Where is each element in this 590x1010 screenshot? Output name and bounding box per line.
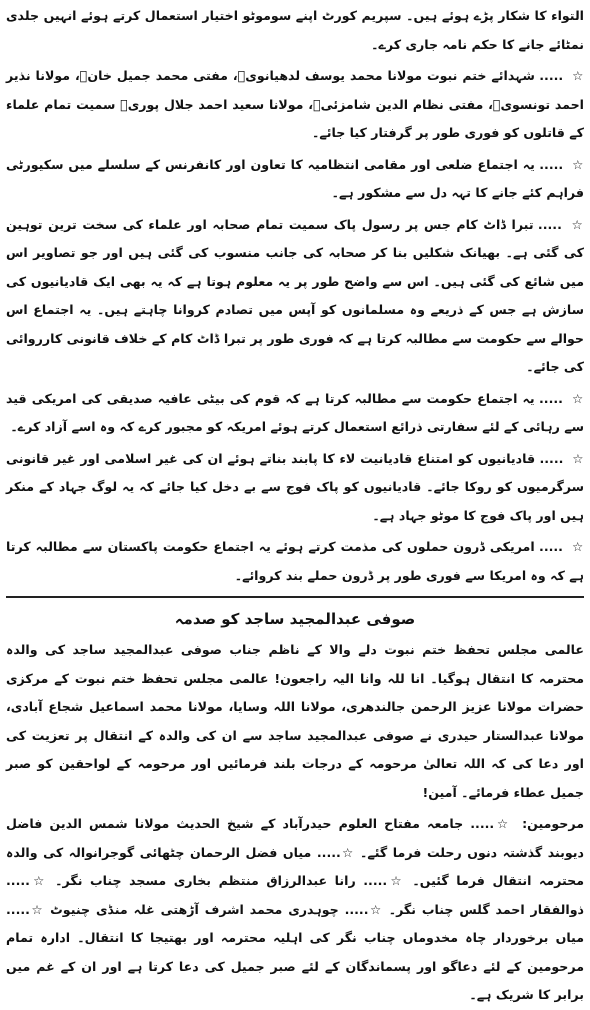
star-icon: ☆ (572, 68, 584, 83)
section-divider (6, 596, 584, 598)
resolution-item (6, 385, 584, 442)
resolution-item (6, 62, 584, 148)
obituaries-label: مرحومین: (522, 816, 584, 831)
resolution-text: ..... تبرا ڈاٹ کام جس پر رسول پاک سمیت تمام صحابہ اور علماء کی سخت ترین توہین کی گئی ہے۔ بھیانک شکلیں بنا کر صحابہ کی جانب منسوب کی گئی ہیں اور جو تصاویر اس میں شائع کی گئی ہیں۔ اس سے واضح طور پر یہ معلوم ہوتا ہے کہ یہ بھی ایک قادیانیوں کی سازش ہے جس کے ذریعے وہ مسلمانوں کو آپس میں تصادم کروانا چاہتے ہیں۔ یہ اجتماع اس حوالے سے حکومت سے مطالبہ کرتا ہے کہ فوری طور پر تبرا ڈاٹ کام کے خلاف قانونی کارروائی کی جائے۔ (6, 216, 584, 374)
star-icon: ☆ (571, 216, 585, 232)
paragraph-text: التواء کا شکار پڑے ہوئے ہیں۔ سپریم کورٹ اپنے سوموٹو اختیار استعمال کرتے ہوئے انہیں جلدی نمٹائے جانے کا حکم نامہ جاری کرے۔ (6, 8, 584, 52)
resolution-item (6, 211, 584, 382)
star-icon: ☆ (572, 390, 584, 406)
section-heading: صوفی عبدالمجید ساجد کو صدمہ (174, 610, 416, 628)
resolution-text: ..... یہ اجتماع ضلعی اور مقامی انتظامیہ کا تعاون اور کانفرنس کے سلسلے میں سکیورٹی فراہم کئے جانے کا تہہ دل سے مشکور ہے۔ (6, 156, 584, 200)
resolution-text: ..... امریکی ڈرون حملوں کی مذمت کرتے ہوئے یہ اجتماع حکومت پاکستان سے مطالبہ کرتا ہے کہ وہ امریکا سے فوری طور پر ڈرون حملے بند کروائے۔ (6, 539, 584, 583)
star-icon: ☆ (572, 539, 584, 554)
resolution-text: ..... شہدائے ختم نبوت مولانا محمد یوسف لدھیانویؒ، مفتی محمد جمیل خانؒ، مولانا نذیر احمد تونسویؒ، مفتی نظام الدین شامزئیؒ، مولانا سعید احمد جلال پوریؒ سمیت تمام علماء کے قاتلوں کو فوری طور پر گرفتار کیا جائے۔ (6, 68, 584, 140)
resolution-text: ..... قادیانیوں کو امتناع قادیانیت لاء کا پابند بناتے ہوئے ان کی غیر اسلامی اور غیر قانونی سرگرمیوں کو روکا جائے۔ قادیانیوں کو پاک فوج سے بے دخل کیا جائے کہ یہ لوگ جہاد کے منکر ہیں اور پاک فوج کا موٹو جہاد ہے۔ (6, 450, 584, 523)
condolence-paragraph (6, 636, 584, 807)
star-icon: ☆ (572, 156, 584, 172)
paragraph-intro (6, 2, 584, 59)
condolence-text: عالمی مجلس تحفظ ختم نبوت دلے والا کے ناظم جناب صوفی عبدالمجید ساجد کی والدہ محترمہ کا انتقال ہوگیا۔ انا للہ وانا الیہ راجعون! عالمی مجلس تحفظ ختم نبوت کے مرکزی حضرات مولانا عزیز الرحمن جالندھری، مولانا اللہ وسایا، مولانا محمد اسماعیل شجاع آبادی، مولانا عبدالستار حیدری نے صوفی عبدالمجید ساجد سے ان کی والدہ کے انتقال پر تعزیت کی اور دعا کی کہ اللہ تعالیٰ مرحومہ کے درجات بلند فرمائیں اور مرحومہ کے لواحقین کو صبر جمیل عطاء فرمائے۔ آمین! (6, 642, 584, 800)
obituaries-paragraph (6, 810, 584, 1010)
obituaries-text: ☆..... جامعہ مفتاح العلوم حیدرآباد کے شیخ الحدیث مولانا شمس الدین فاضل دیوبند گذشتہ دنوں رحلت فرما گئے۔ ☆..... میاں فضل الرحمان چٹھائی گوجرانوالہ کی والدہ محترمہ انتقال فرما گئیں۔ ☆..... رانا عبدالرزاق منتظم بخاری مسجد چناب نگر۔ ☆..... ذوالفقار احمد گلس چناب نگر۔ ☆..... چوہدری محمد اشرف آڑھتی غلہ منڈی چنیوٹ ☆..... میاں برخوردار چاہ مخدوماں چناب نگر کی اہلیہ محترمہ اور بھتیجا کا انتقال۔ ادارہ تمام مرحومین کے لئے دعاگو اور پسماندگان کے لئے صبر جمیل کی دعا کرتا ہے اور ان کے غم میں برابر کا شریک ہے۔ (6, 816, 584, 1002)
resolution-text: ..... یہ اجتماع حکومت سے مطالبہ کرتا ہے کہ قوم کی بیٹی عافیہ صدیقی کی امریکی قید سے رہائی کے لئے سفارتی ذرائع استعمال کرتے ہوئے امریکہ کو مجبور کرے کہ وہ اسے آزاد کرے۔ (6, 390, 584, 434)
resolution-item (6, 151, 584, 208)
resolution-item (6, 445, 584, 531)
star-icon: ☆ (572, 450, 585, 466)
resolution-item (6, 533, 584, 590)
